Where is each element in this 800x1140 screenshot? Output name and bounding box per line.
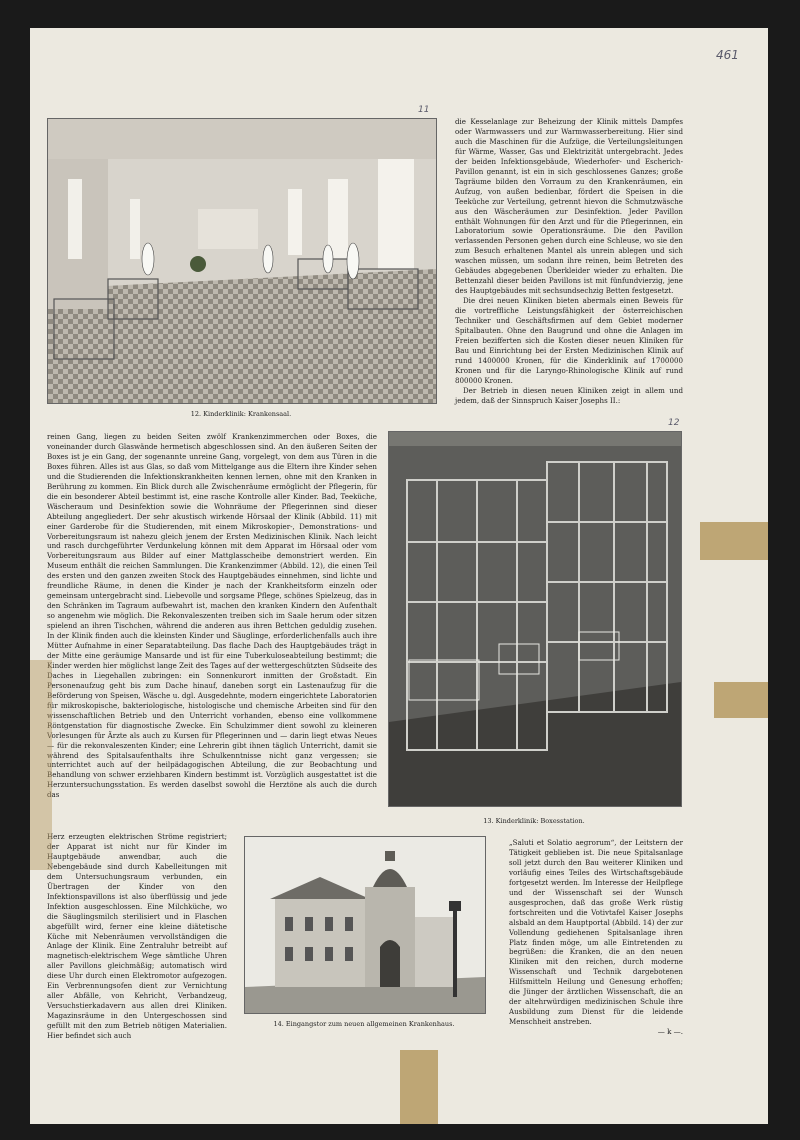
tape-strip <box>400 1050 438 1124</box>
box-station-photo <box>388 431 682 807</box>
signature: — k —. <box>657 1027 683 1037</box>
handwritten-mark-2: 12 <box>668 418 680 428</box>
ward-photo-image <box>48 119 436 403</box>
tape-strip <box>714 682 768 718</box>
paragraph: Der Betrieb in diesen neuen Kliniken zeigt in allem und jedem, daß der Sinnspruch Kaiser Josephs II.: <box>455 385 683 405</box>
entrance-gate-image <box>245 837 485 1013</box>
box-station-image <box>389 432 681 806</box>
paragraph: Die drei neuen Kliniken bieten abermals einen Beweis für die vortreffliche Leistungsfähigkeit der österreichischen Techniker und Geschäftsfirmen auf dem Gebiet moderner Spitalbauten. Ohne den Baugrund und ohne die Anlagen im Freien bezifferten sich die Kosten dieser neuen Kliniken für Bau und Einrichtung bei der Ersten Medizinischen Klinik auf rund 1400000 Kronen, für die Kinderklinik auf 1700000 Kronen und für die Laryngo-Rhinologische Klinik auf rund 800000 Kronen. <box>455 296 683 385</box>
entrance-gate-photo <box>244 836 486 1014</box>
paragraph: die Kesselanlage zur Beheizung der Klinik mittels Dampfes oder Warmwassers und zur Warmwasserbereitung. Hier sind auch die Maschinen für die Aufzüge, die Verteilungsleitungen für Wärme, Wasser, Gas und Elektrizität untergebracht. Jedes der beiden Infektionsgebäude, Wiederhofer- und Escherich-Pavillon genannt, ist ein in sich geschlossenes Ganzes; große Tagräume bilden den Vorraum zu den Krankenräumen, ein Aufzug, von außen bedienbar, fördert die Speisen in die Teeküche zur Verteilung, getrennt hievon die Schmutzwäsche aus den Wäscheräumen zur Desinfektion. Jeder Pavillon enthält Wohnungen für den Arzt und für die Pflegerinnen, ein Laboratorium sowie Operationsräume. Die den Pavillon verlassenden Personen gehen durch eine Schleuse, wo sie den zum Besuch erhaltenen Mantel als unrein ablegen und sich waschen müssen, um sodann ihre reinen, beim Betreten des Gebäudes abgegebenen Überkleider wieder zu erhalten. Die Bettenzahl dieser beiden Pavillons ist mit fünfundvierzig, jene des Hauptgebäudes mit sechsundsechzig Betten festgesetzt. <box>455 117 683 296</box>
text-column-bottom-right <box>509 838 683 1037</box>
text-column-top-right <box>455 117 683 413</box>
ward-photo <box>47 118 437 404</box>
tape-strip <box>30 660 52 870</box>
caption-fig13: 13. Kinderklinik: Boxesstation. <box>483 817 585 825</box>
paragraph: „Saluti et Solatio aegrorum“, der Leitstern der Tätigkeit geblieben ist. Die neue Spitalsanlage soll jetzt durch den Bau weiterer Kliniken und vorläufig eines Teiles des Wirtschaftsgebäude fortgesetzt werden. Im Interesse der Heilpflege und der Wissenschaft sei der Wunsch ausgesprochen, daß das große Werk rüstig fortschreiten und die Votivtafel Kaiser Josephs alsbald an dem Hauptportal (Abbild. 14) der zur Vollendung gediehenen Spitalsanlage ihren Platz finden möge, um alle Eintretenden zu begrüßen: die Kranken, die an den neuen Kliniken mit den reichen, durch moderne Wissenschaft und Technik dargebotenen Hilfsmitteln Heilung und Genesung erhoffen; die Jünger der ärztlichen Wissenschaft, die an der altehrwürdigen medizinischen Schule ihre Ausbildung zum Dienst für die leidende Menschheit anstreben. <box>509 838 683 1027</box>
tape-strip <box>700 522 768 560</box>
paragraph: Herz erzeugten elektrischen Ströme registriert; der Apparat ist nicht nur für Kinder im Hauptgebäude anwendbar, auch die Nebengebäude sind durch Kabelleitungen mit dem Untersuchungsraum verbunden, ein Übertragen der Kinder von den Infektionspavillons ist also überflüssig und jede Infektion ausgeschlossen. Eine Milchküche, wo die Säuglingsmilch sterilisiert und in Flaschen abgefüllt wird, ferner eine kleine diätetische Küche mit Nebenräumen vervollständigen die Anlage der Klinik. Eine Zentraluhr betreibt auf magnetisch-elektrischem Wege sämtliche Uhren aller Pavillons gleichmäßig; automatisch wird diese Uhr durch einen Elektromotor aufgezogen. Ein Verbrennungsofen dient zur Vernichtung aller Abfälle, von Kehricht, Verbandzeug, Versuchstierkadavern aus allen drei Kliniken. Magazinsräume in den Untergeschossen sind gefüllt mit den zum Betrieb nötigen Materialien. Hier befindet sich auch <box>47 832 227 1041</box>
caption-fig14: 14. Eingangstor zum neuen allgemeinen Krankenhaus. <box>273 1020 455 1028</box>
handwritten-page-number: 461 <box>716 48 739 62</box>
text-column-left <box>47 432 377 832</box>
text-column-left-narrow <box>47 832 227 1041</box>
paragraph: reinen Gang, liegen zu beiden Seiten zwölf Krankenzimmerchen oder Boxes, die voneinander durch Glaswände hermetisch abgeschlossen sind. An den äußeren Seiten der Boxes ist je ein Gang, der sogenannte unreine Gang, vorgelegt, von dem aus Türen in die Boxes führen. Alles ist aus Glas, so daß vom Mittelgange aus die Eltern ihre Kinder sehen und die Studierenden die Infektionskrankheiten kennen lernen, ohne mit den Kranken in Berührung zu kommen. Ein Blick durch alle Zwischenräume ermöglicht der Pflegerin, für die ein besonderer Abteil bestimmt ist, eine rasche Kontrolle aller Kinder. Bad, Teeküche, Wäscheraum und Desinfektion sowie die Wohnräume der Pflegerinnen sind dieser Abteilung angegliedert. Der sehr akustisch wirkende Hörsaal der Klinik (Abbild. 11) mit einer Garderobe für die Studierenden, mit einem Mikroskopier-, Demonstrations- und Vorbereitungsraum ist nahezu gleich jenem der Ersten Medizinischen Klinik. Nach leicht und rasch durchgeführter Verdunkelung können mit dem Apparat im Hörsaal oder vom Vorbereitungsraum aus Bilder auf einer Mattglasscheibe demonstriert werden. Ein Museum enthält die reichen Sammlungen. Die Krankenzimmer (Abbild. 12), die einen Teil des ersten und den ganzen zweiten Stock des Hauptgebäudes einnehmen, sind lichte und freundliche Räume, in denen die Kinder je nach der Krankheitsform einzeln oder gemeinsam untergebracht sind. Liebevolle und sorgsame Pflege, schönes Spielzeug, das in den Schränken im Tagraum aufbewahrt ist, machen den kranken Kindern den Aufenthalt so angenehm wie möglich. Die Rekonvaleszenten treiben sich im Saale herum oder sitzen spielend an ihren Tischchen, während die anderen aus ihren Bettchen geduldig zusehen. In der Klinik finden auch die kleinsten Kinder und Säuglinge, erforderlichenfalls auch ihre Mütter Aufnahme in einer Separatabteilung. Das flache Dach des Hauptgebäudes trägt in der Mitte eine geräumige Mansarde und ist für eine Tuberkuloseabteilung bestimmt; die Kinder werden hier möglichst lange Zeit des Tages auf der wettergeschützten Südseite des Daches in Liegehallen zubringen: ein Sonnenkurort inmitten der Großstadt. Ein Personenaufzug geht bis zum Dache hinauf, daneben sorgt ein Lastenaufzug für die Beförderung von Speisen, Wäsche u. dgl. Ausgedehnte, modern eingerichtete Laboratorien für mikroskopische, bakteriologische, histologische und chemische Arbeiten sind für den wissenschaftlichen Betrieb und den Unterricht vorhanden, ebenso eine vollkommene Röntgenstation für diagnostische Zwecke. Ein Schulzimmer dient sowohl zu kleineren Vorlesungen für Ärzte als auch zu Kursen für Pflegerinnen und — darin liegt etwas Neues — für die rekonvaleszenten Kinder; eine Lehrerin gibt ihnen täglich Unterricht, damit sie während des Spitalsaufenthalts ihre Schulkenntnisse nicht ganz vergessen; sie unterrichtet auch auf der heilpädagogischen Abteilung, die zur Beobachtung und Behandlung von schwer erziehbaren Kindern bestimmt ist. Vorzüglich ausgestattet ist die Herzuntersuchungsstation. Es werden daselbst sowohl die Herztöne als auch die durch das <box>47 432 377 800</box>
handwritten-mark-1: 11 <box>418 105 430 115</box>
caption-fig12: 12. Kinderklinik: Krankensaal. <box>190 410 292 418</box>
